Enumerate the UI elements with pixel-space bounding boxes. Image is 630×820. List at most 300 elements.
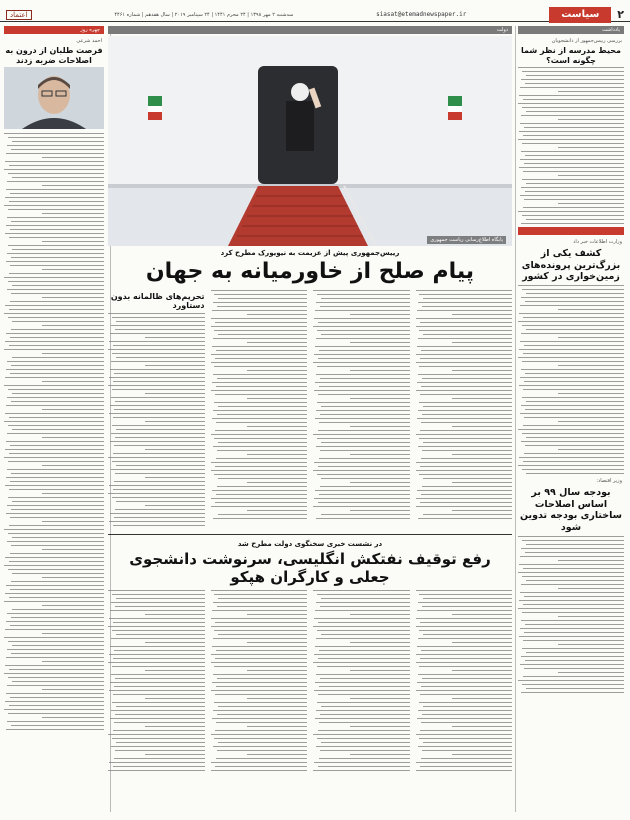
text-line xyxy=(350,726,410,727)
text-line xyxy=(318,430,410,431)
text-line xyxy=(42,633,104,634)
text-line xyxy=(215,430,307,431)
body-text xyxy=(518,285,624,474)
text-line xyxy=(522,107,624,108)
text-line xyxy=(315,382,410,383)
text-line xyxy=(316,674,410,675)
text-line xyxy=(524,596,624,597)
text-line xyxy=(211,362,308,363)
text-line xyxy=(6,513,104,514)
text-line xyxy=(319,722,410,723)
text-line xyxy=(6,729,104,730)
text-line xyxy=(7,613,104,614)
text-line xyxy=(8,713,104,714)
text-line xyxy=(111,746,205,747)
text-line xyxy=(313,506,410,507)
text-line xyxy=(247,726,307,727)
text-line xyxy=(110,441,205,442)
text-line xyxy=(520,592,624,593)
text-line xyxy=(217,450,307,451)
text-line xyxy=(421,494,512,495)
text-line xyxy=(12,609,104,610)
text-line xyxy=(420,658,512,659)
text-line xyxy=(317,594,410,595)
text-line xyxy=(524,668,624,669)
text-line xyxy=(320,450,410,451)
text-line xyxy=(42,381,104,382)
text-line xyxy=(213,374,307,375)
text-line xyxy=(247,454,307,455)
text-line xyxy=(526,544,624,545)
text-line xyxy=(217,486,307,487)
text-line xyxy=(109,521,205,522)
text-line xyxy=(316,518,410,519)
text-line xyxy=(417,610,512,611)
text-line xyxy=(526,580,624,581)
text-line xyxy=(111,469,205,470)
text-line xyxy=(218,742,307,743)
text-line xyxy=(423,514,512,515)
text-line xyxy=(419,702,512,703)
strip-label: یادداشت xyxy=(602,27,620,33)
text-line xyxy=(247,510,307,511)
text-line xyxy=(11,473,104,474)
text-line xyxy=(215,322,307,323)
text-line xyxy=(422,450,512,451)
text-line xyxy=(5,449,104,450)
text-line xyxy=(115,437,205,438)
text-line xyxy=(418,338,512,339)
text-line xyxy=(211,618,307,619)
text-line xyxy=(215,658,307,659)
text-line xyxy=(212,490,307,491)
text-line xyxy=(422,678,512,679)
text-line xyxy=(42,577,104,578)
text-line xyxy=(10,445,104,446)
text-line xyxy=(211,690,307,691)
text-line xyxy=(350,670,410,671)
text-line xyxy=(6,225,104,226)
text-line xyxy=(416,318,512,319)
text-line xyxy=(5,413,104,414)
text-line xyxy=(521,441,624,442)
text-line xyxy=(316,638,410,639)
body-column xyxy=(313,290,410,529)
text-line xyxy=(4,565,104,566)
text-line xyxy=(519,636,624,637)
text-line xyxy=(116,465,205,466)
text-line xyxy=(247,482,307,483)
text-line xyxy=(9,201,104,202)
text-line xyxy=(526,111,624,112)
text-line xyxy=(518,680,624,681)
text-line xyxy=(558,616,624,617)
text-line xyxy=(418,518,512,519)
text-line xyxy=(112,317,205,318)
text-line xyxy=(350,510,410,511)
text-line xyxy=(215,358,307,359)
text-line xyxy=(525,552,624,553)
text-line xyxy=(4,709,104,710)
text-line xyxy=(521,656,624,657)
text-line xyxy=(218,442,307,443)
text-line xyxy=(452,726,512,727)
text-line xyxy=(216,494,307,495)
text-line xyxy=(316,710,410,711)
text-line xyxy=(42,185,104,186)
text-line xyxy=(418,674,512,675)
text-line xyxy=(315,346,410,347)
text-line xyxy=(5,665,104,666)
text-line xyxy=(317,438,410,439)
text-line xyxy=(112,630,205,631)
text-line xyxy=(215,502,307,503)
text-line xyxy=(416,498,512,499)
text-line xyxy=(114,409,205,410)
text-line xyxy=(114,517,205,518)
text-line xyxy=(417,682,512,683)
body-column xyxy=(211,290,308,529)
text-line xyxy=(519,385,624,386)
text-line xyxy=(6,441,104,442)
text-line xyxy=(8,677,104,678)
text-line xyxy=(423,634,512,635)
text-line xyxy=(10,517,104,518)
text-line xyxy=(114,445,205,446)
text-line xyxy=(420,502,512,503)
text-line xyxy=(145,505,205,506)
text-line xyxy=(9,237,104,238)
right-column xyxy=(518,26,624,812)
text-line xyxy=(452,342,512,343)
text-line xyxy=(420,694,512,695)
text-line xyxy=(247,342,307,343)
text-line xyxy=(423,406,512,407)
text-line xyxy=(519,457,624,458)
text-line xyxy=(418,446,512,447)
text-line xyxy=(115,750,205,751)
text-line xyxy=(518,285,624,286)
text-line xyxy=(42,465,104,466)
text-line xyxy=(523,640,624,641)
text-line xyxy=(526,183,624,184)
author-name: احمد شرعی xyxy=(76,38,102,44)
text-line xyxy=(314,618,410,619)
text-line xyxy=(10,589,104,590)
text-line xyxy=(10,481,104,482)
text-line xyxy=(113,489,205,490)
text-line xyxy=(12,645,104,646)
text-line xyxy=(111,433,205,434)
text-line xyxy=(145,614,205,615)
text-line xyxy=(524,127,624,128)
text-line xyxy=(213,446,307,447)
text-line xyxy=(350,398,410,399)
text-line xyxy=(520,87,624,88)
text-line xyxy=(11,221,104,222)
flag-emblem-right xyxy=(448,96,462,106)
text-line xyxy=(452,370,512,371)
text-line xyxy=(5,629,104,630)
text-line xyxy=(145,754,205,755)
lead-headline[interactable]: پیام صلح از خاورمیانه به جهان xyxy=(145,259,475,285)
text-line xyxy=(421,422,512,423)
text-line xyxy=(42,605,104,606)
text-line xyxy=(115,509,205,510)
text-line xyxy=(321,598,410,599)
text-line xyxy=(417,490,512,491)
text-line xyxy=(519,167,624,168)
text-line xyxy=(110,405,205,406)
text-line xyxy=(7,217,104,218)
text-line xyxy=(416,654,512,655)
text-line xyxy=(5,161,104,162)
text-line xyxy=(558,560,624,561)
text-line xyxy=(518,357,624,358)
text-line xyxy=(247,614,307,615)
text-line xyxy=(8,245,104,246)
text-line xyxy=(421,650,512,651)
text-line xyxy=(316,602,410,603)
text-line xyxy=(520,123,624,124)
text-line xyxy=(11,509,104,510)
text-line xyxy=(524,199,624,200)
text-line xyxy=(521,223,624,224)
text-line xyxy=(211,734,308,735)
text-line xyxy=(42,689,104,690)
text-line xyxy=(522,576,624,577)
text-line xyxy=(558,421,624,422)
page-header xyxy=(0,8,630,22)
text-line xyxy=(113,622,205,623)
text-line xyxy=(145,337,205,338)
sub-heading: تحریم‌های ظالمانه بدون دستاورد xyxy=(110,291,205,311)
text-line xyxy=(211,390,307,391)
text-line xyxy=(422,306,512,307)
text-line xyxy=(318,358,410,359)
text-line xyxy=(416,734,513,735)
text-line xyxy=(418,302,512,303)
text-line xyxy=(526,329,624,330)
text-line xyxy=(320,606,410,607)
person-body xyxy=(286,101,314,151)
text-line xyxy=(114,481,205,482)
text-line xyxy=(114,650,205,651)
text-line xyxy=(115,329,205,330)
text-line xyxy=(313,770,410,771)
text-line xyxy=(12,321,104,322)
text-line xyxy=(519,313,624,314)
text-line xyxy=(10,337,104,338)
text-line xyxy=(216,386,307,387)
text-line xyxy=(416,462,512,463)
section-email[interactable]: siasat@etemadnewspaper.ir xyxy=(376,11,467,18)
text-line xyxy=(213,746,307,747)
text-line xyxy=(523,604,624,605)
text-line xyxy=(518,608,624,609)
lead-photo[interactable] xyxy=(108,36,512,246)
text-line xyxy=(416,590,513,591)
text-line xyxy=(316,302,410,303)
text-line xyxy=(452,398,512,399)
text-line xyxy=(420,394,512,395)
text-line xyxy=(108,662,205,663)
text-line xyxy=(521,548,624,549)
text-line xyxy=(12,177,104,178)
text-line xyxy=(214,294,307,295)
text-line xyxy=(216,350,307,351)
text-line xyxy=(7,721,104,722)
text-line xyxy=(316,374,410,375)
text-line xyxy=(7,649,104,650)
text-line xyxy=(520,377,624,378)
text-line xyxy=(313,362,410,363)
text-line xyxy=(110,333,205,334)
text-line xyxy=(317,702,410,703)
text-line xyxy=(319,758,410,759)
text-line xyxy=(523,461,624,462)
text-line xyxy=(7,361,104,362)
text-line xyxy=(214,666,307,667)
text-line xyxy=(522,612,624,613)
text-line xyxy=(521,79,624,80)
text-line xyxy=(108,457,205,458)
text-line xyxy=(12,537,104,538)
text-line xyxy=(215,694,307,695)
text-line xyxy=(108,313,205,314)
text-line xyxy=(416,690,512,691)
text-line xyxy=(522,179,624,180)
text-line xyxy=(452,426,512,427)
text-line xyxy=(145,698,205,699)
text-line xyxy=(321,478,410,479)
flag-emblem-right-mid xyxy=(448,106,462,112)
text-line xyxy=(315,610,410,611)
text-line xyxy=(9,705,104,706)
text-line xyxy=(145,477,205,478)
text-line xyxy=(211,662,308,663)
text-line xyxy=(113,381,205,382)
text-line xyxy=(11,617,104,618)
text-line xyxy=(316,338,410,339)
text-line xyxy=(558,147,624,148)
text-line xyxy=(350,314,410,315)
body-column xyxy=(313,590,410,774)
text-line xyxy=(111,638,205,639)
text-line xyxy=(317,402,410,403)
body-column xyxy=(211,590,308,774)
text-line xyxy=(318,730,410,731)
text-line xyxy=(423,442,512,443)
column-strip xyxy=(4,26,104,34)
text-line xyxy=(525,301,624,302)
text-line xyxy=(4,133,104,134)
text-line xyxy=(11,581,104,582)
text-line xyxy=(108,626,205,627)
text-line xyxy=(526,293,624,294)
text-line xyxy=(7,289,104,290)
text-line xyxy=(110,682,205,683)
text-line xyxy=(314,654,410,655)
text-line xyxy=(211,590,308,591)
text-line xyxy=(215,466,307,467)
text-line xyxy=(315,646,410,647)
text-line xyxy=(452,754,512,755)
text-line xyxy=(4,673,104,674)
text-line xyxy=(11,257,104,258)
text-line xyxy=(215,766,307,767)
text-line xyxy=(319,686,410,687)
text-line xyxy=(419,402,512,403)
body-column xyxy=(108,290,205,529)
article-headline[interactable]: محیط مدرسه از نظر شما چگونه است؟ xyxy=(521,46,621,65)
text-line xyxy=(12,249,104,250)
text-line xyxy=(212,346,307,347)
article-headline[interactable]: فرصت طلبان از درون به اصلاحات ضربه زدند xyxy=(5,46,103,65)
text-line xyxy=(115,678,205,679)
text-line xyxy=(558,203,624,204)
text-line xyxy=(116,634,205,635)
text-line xyxy=(216,458,307,459)
text-line xyxy=(422,714,512,715)
text-line xyxy=(12,285,104,286)
person-head xyxy=(291,83,309,101)
text-line xyxy=(522,289,624,290)
text-line xyxy=(7,253,104,254)
text-line xyxy=(525,83,624,84)
text-line xyxy=(521,115,624,116)
text-line xyxy=(418,638,512,639)
text-line xyxy=(42,493,104,494)
text-line xyxy=(7,541,104,542)
text-line xyxy=(8,461,104,462)
text-line xyxy=(108,493,205,494)
article-headline[interactable]: بودجه سال ۹۹ بر اساس اصلاحات ساختاری بودجه تدوین شود xyxy=(519,487,623,533)
text-line xyxy=(4,313,104,314)
text-line xyxy=(4,205,104,206)
text-line xyxy=(350,454,410,455)
article-headline[interactable]: کشف یکی از بزرگ‌ترین پرونده‌های زمین‌خواری در کشور xyxy=(521,248,621,282)
text-line xyxy=(317,294,410,295)
text-line xyxy=(313,662,410,663)
text-line xyxy=(452,670,512,671)
text-line xyxy=(112,461,205,462)
text-line xyxy=(8,425,104,426)
text-line xyxy=(315,310,410,311)
text-line xyxy=(521,405,624,406)
text-line xyxy=(42,213,104,214)
text-line xyxy=(321,634,410,635)
text-line xyxy=(216,758,307,759)
text-line xyxy=(247,698,307,699)
text-line xyxy=(216,722,307,723)
text-line xyxy=(523,676,624,677)
text-line xyxy=(112,353,205,354)
text-line xyxy=(211,290,308,291)
text-line xyxy=(321,334,410,335)
text-line xyxy=(217,414,307,415)
text-line xyxy=(111,361,205,362)
text-line xyxy=(315,490,410,491)
text-line xyxy=(316,410,410,411)
text-line xyxy=(318,622,410,623)
text-line xyxy=(319,650,410,651)
bottom-headline[interactable]: رفع توقیف نفتکش انگلیسی، سرنوشت دانشجوی جعلی و کارگران هپکو xyxy=(129,550,491,587)
text-line xyxy=(522,433,624,434)
text-line xyxy=(12,357,104,358)
text-line xyxy=(520,341,624,342)
text-line xyxy=(558,119,624,120)
